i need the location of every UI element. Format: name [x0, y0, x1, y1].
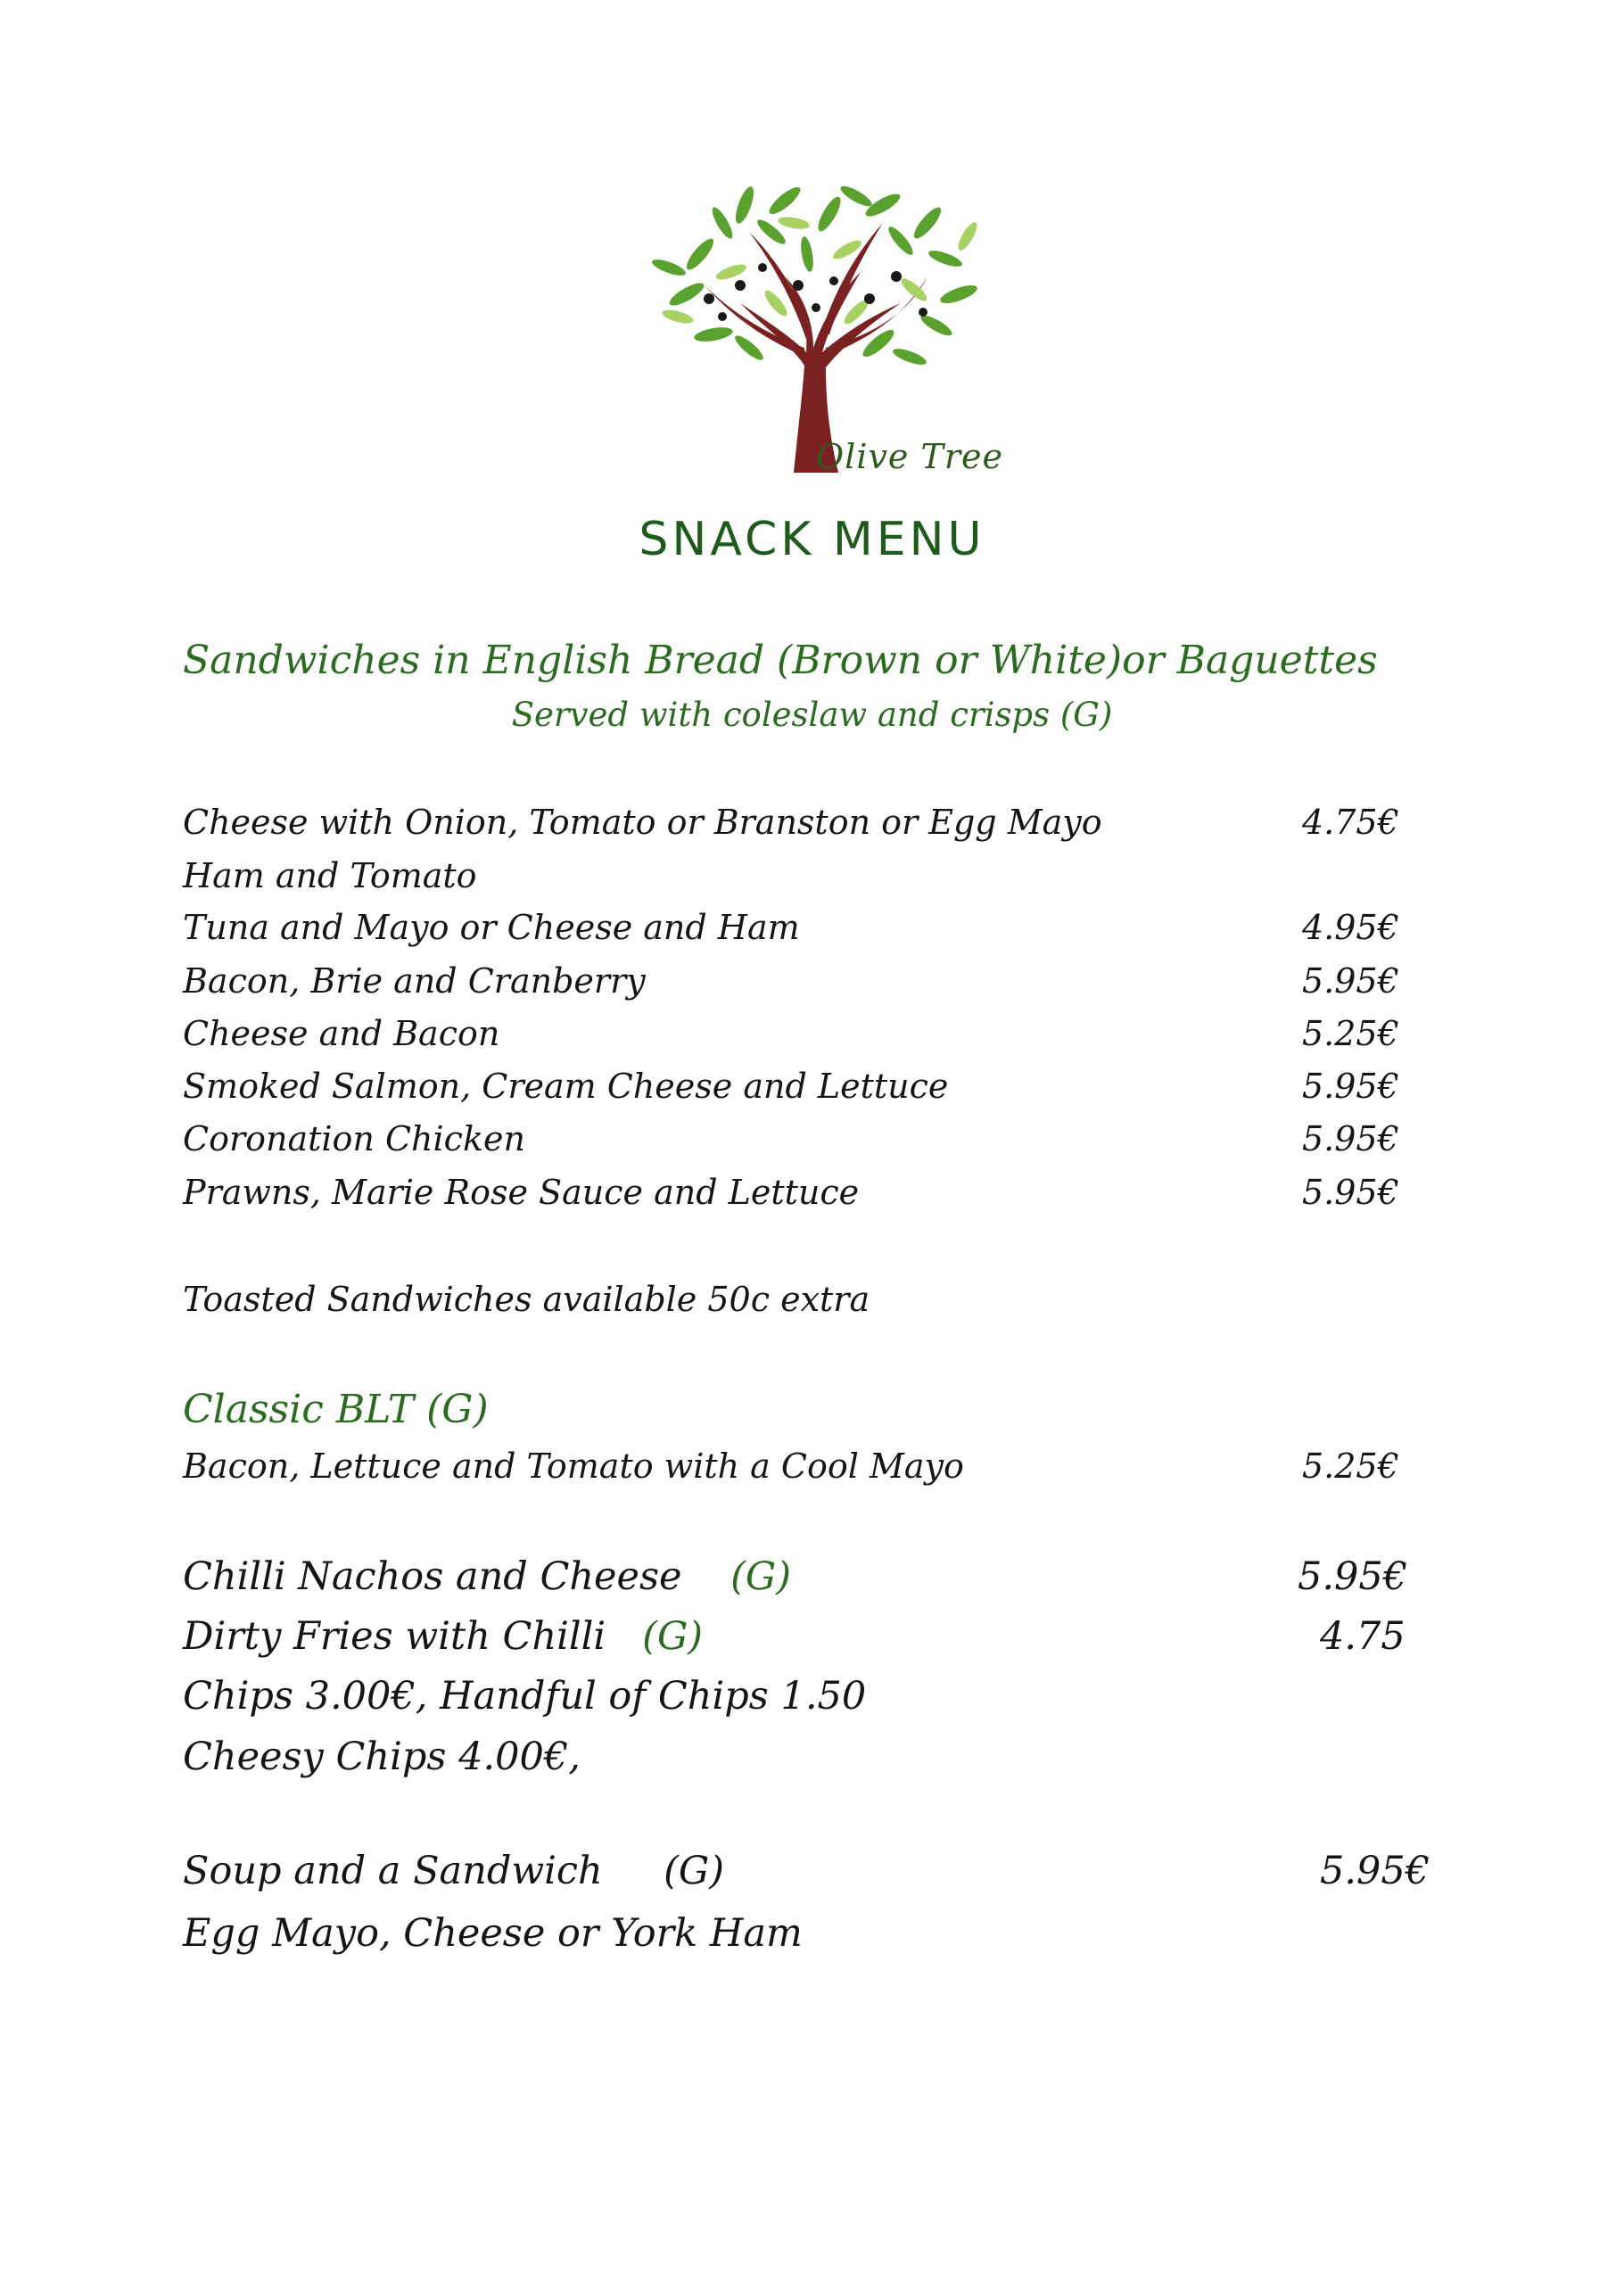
item-price: 5.95€: [1302, 1119, 1399, 1158]
item-price: 4.95€: [1302, 908, 1399, 947]
menu-item-detail: [183, 1911, 1431, 1961]
item-tag: (G): [730, 1554, 792, 1599]
menu-item: [183, 803, 1431, 853]
item-name: Coronation Chicken: [183, 1119, 525, 1158]
menu-item: [183, 1067, 1431, 1117]
item-name: Cheesy Chips 4.00€,: [183, 1735, 581, 1779]
item-price: 5.95€: [1302, 961, 1399, 1001]
item-name: Chilli Nachos and Cheese: [183, 1554, 682, 1599]
menu-item: [183, 1849, 1431, 1899]
item-price: 5.25€: [1302, 1014, 1399, 1053]
item-price: 5.95€: [1302, 1173, 1399, 1212]
item-name-group: [183, 1614, 703, 1659]
item-name: Bacon, Lettuce and Tomato with a Cool Mayo: [183, 1446, 964, 1486]
item-price: 5.25€: [1302, 1446, 1399, 1486]
menu-item: [183, 1554, 1431, 1604]
item-detail: Egg Mayo, Cheese or York Ham: [183, 1911, 803, 1956]
item-price: 5.95€: [1298, 1554, 1408, 1599]
item-name: Dirty Fries with Chilli: [183, 1614, 606, 1659]
item-name: Soup and a Sandwich: [183, 1849, 603, 1893]
note-text: Toasted Sandwiches available 50c extra: [183, 1280, 870, 1319]
item-name: Ham and Tomato: [183, 856, 477, 895]
blt-heading: Classic BLT (G): [183, 1387, 489, 1432]
toasted-note: [183, 1280, 1431, 1330]
item-name: Cheese and Bacon: [183, 1014, 500, 1053]
item-name-group: [183, 1849, 724, 1893]
item-tag: (G): [664, 1849, 724, 1893]
item-tag: (G): [642, 1614, 704, 1659]
item-name: Smoked Salmon, Cream Cheese and Lettuce: [183, 1067, 949, 1106]
menu-item: [183, 1735, 1431, 1784]
item-price: 4.75: [1320, 1614, 1406, 1659]
item-price: 5.95€: [1302, 1067, 1399, 1106]
menu-item: [183, 1614, 1431, 1664]
menu-item: [183, 856, 1431, 906]
menu-item: [183, 1119, 1431, 1169]
item-price: 4.75€: [1302, 803, 1399, 842]
sandwiches-heading: Sandwiches in English Bread (Brown or White)or Baguettes: [183, 638, 1378, 683]
menu-item: [183, 1446, 1431, 1496]
item-name-group: [183, 1554, 791, 1599]
item-name: Bacon, Brie and Cranberry: [183, 961, 646, 1001]
menu-title: SNACK MENU: [639, 513, 985, 566]
item-price: 5.95€: [1320, 1849, 1430, 1893]
item-name: Tuna and Mayo or Cheese and Ham: [183, 908, 800, 947]
brand-name: Olive Tree: [816, 437, 1003, 476]
item-name: Cheese with Onion, Tomato or Branston or Egg Mayo: [183, 803, 1102, 842]
menu-item: [183, 1674, 1431, 1724]
menu-item: [183, 1014, 1431, 1064]
menu-item: [183, 908, 1431, 958]
item-name: Prawns, Marie Rose Sauce and Lettuce: [183, 1173, 860, 1212]
menu-item: [183, 1173, 1431, 1223]
menu-item: [183, 961, 1431, 1011]
sandwiches-subheading: Served with coleslaw and crisps (G): [511, 696, 1113, 734]
item-name: Chips 3.00€, Handful of Chips 1.50: [183, 1674, 867, 1718]
